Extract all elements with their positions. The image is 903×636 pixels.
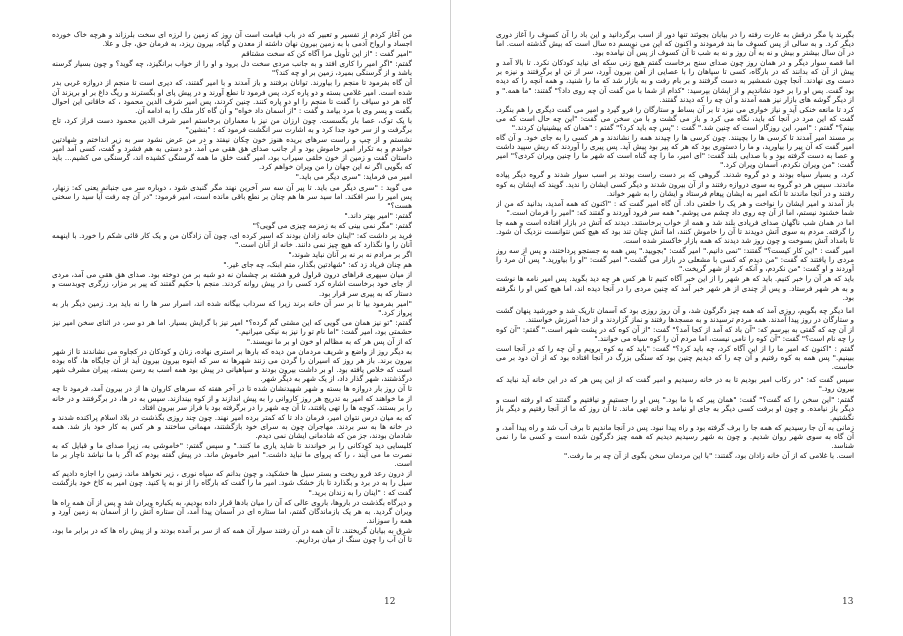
right-page xyxy=(452,0,902,636)
paragraph: از آن چه که گفتی به بپرسم که: "آن باد که آمد از کجا آمد؟" گفت: "از آن کوه که در پشت شهر است." گفتم: "آن کوه را چه نام است؟" گفت: "آن کوه را نامی نیست، اما مردم آن را کوه سیاه می خوانند." xyxy=(496,324,854,343)
page-number: 13 xyxy=(842,597,854,607)
paragraph: گفتم: "این سخن را که گفت؟" گفت: "همان پیر که با ما بود." پس او را جستیم و نیافتیم و گفتند که او رفته است و دیگر باز نیامده. و چون او برفت کسی دیگر به جای او نیامد و خانه تهی ماند. تا آن روز که ما از آنجا رفتیم و دیگر باز نگشتیم. xyxy=(496,394,854,422)
paragraph: اگر بر مرادم نه بر نه بر آنان نباید شوند،" xyxy=(288,250,412,260)
paragraph: گفتم: "مگر نمی بینی که به زمزمه چیزی می گویی؟" xyxy=(252,220,412,230)
paragraph: به دیگر روز از واضع و شریف مردمان من دیده كه بارها بر استری نهاده، زنان و كودكان در کجاوه می نشاندند تا از شهر بیرون برند. باز هر روز که اسیران را گردن می زنند شهرها نه سر که ابنوه بیرون بیرون آید از آن جایگاه ها، گاه بوده است که خلاص یافته بود. او بر داشت بیرون بودند و سپاهیانی در پیش بود همه اسب به رسن بسته، پیران مشرف شهر درگذشتند، شهر گذار داد، از یک شهر به دیگر شهر. xyxy=(52,347,412,384)
right-page-text xyxy=(496,30,854,575)
paragraph: تا آن روز بار دروازه ها بسته و شهر شهیدنشان شده تا در آخر هفته که سرهای کاروان ها از در بیرون آمد، فرمود تا چه از ما خواهند که امیر به تدریج هر روز کاروانی را به پیش اندازند و از کوه بیندازند. سپس به در ها، در برگرفتند و در خانه را بر بستند، کوچه ها را تهی یافتند، تا آن چه شهر را در برگرفته بود با فراز سر بیرون افتاد. xyxy=(52,384,412,412)
paragraph: است. با غلامی که از آن خانه زادان بود، گفتند: "با این مردمان سخن بگوی از آن چه بر ما رفت." xyxy=(563,451,854,461)
page-divider xyxy=(450,0,451,636)
paragraph: گفتم: "امیر بهتر داند." xyxy=(344,210,412,220)
paragraph: امیر گفت : "این کار کیست؟" گفتند: "نمی دانیم." امیر گفت: "بجویید." پس همه به جستجو پرداختند، و پس از سه روز مردی را یافتند که گفت: "من دیدم که کسی با مشعلی در بازار می گشت." امیر گفت: "او را بیاورید." پس آن مرد را آوردند و او گفت: "من نکردم، و آنکه کرد از شهر گریخت." xyxy=(496,246,854,274)
paragraph: اما قصه سوار دیگر و در همان روز چون صدای سنج برخاست گفتم هیچ زنی سکه ای نیاید کودکان نکرد. تا بالا آمد و پیش از آن که بدانند که در بارگاه، کسی تا سپاهان را با عصایی از آهن بیرون آورد، سر از تن او برگرفتند و نیزه بر دست وی نهادند. آنجا چون شمشیر به دست گرفتند و بر بام رفت و به بازار شد که ما را شنید، و همه آنچه را که دیده بود گفت. پس او را بر خود نشاندیم و از ایشان بپرسید: "کدام از شما با من گفت آن چه روی داد؟" گفتند: "ما همه." و از دیگر گوشه های بازار نیز همه آمدند و آن چه را که دیدند گفتند. xyxy=(496,58,854,104)
paragraph: باید که هر آن را خبر کنیم. باید که هر شهر را از این خبر آگاه کنیم تا هر کس هر چه دید بگوید. پس امیر نامه ها نوشت و به هر شهر فرستاد. و پس از چندی از هر شهر خبر آمد که چنین مردی را در آنجا دیده اند، اما هیچ کس او را نگرفته بود. xyxy=(496,274,854,302)
paragraph: از میان سپهری قراهای درون قراول فرو هشته بر چشمان نه دو شبه بر من دوخته بود. صدای هق هقی می آمد، مردی از جای خود برخاست اشاره کرد کسی را در پیش روانه کردند. منجم با حکیم گفتند که پیر بر مزار، زرگری چوبدست و دستار که به پیری سر قرار بود. xyxy=(52,270,412,298)
paragraph: کرد، و بسیار سیاه بودند و دو گروه شدند. گروهی که بر دست راست بودند بر اسب سوار شدند و گروه دیگر پیاده ماندند. سپس هر دو گروه به سوی دروازه رفتند و از آن بیرون شدند و دیگر کسی ایشان را ندید. گویند که ایشان به کوه رفتند و در آنجا ماندند تا آنکه امیر به ایشان پیغام فرستاد و ایشان را به شهر خواند. xyxy=(496,170,854,198)
paragraph: که از آن پس هر که به مظالم او خون او بر ما نویسند." xyxy=(246,337,412,346)
left-page-text xyxy=(52,30,412,585)
paragraph: می گوید : "سری دیگر می باید. تا پیر آن سه سر آخرین نهند مگر گنبدی شود ، دوباره سر می جنبانم یعنی که: زنهار، پس امیر را سر افکند. اما سید سر ها هم چنان بر نطع باقی مانده است، امیر فرمود: "در آن چه رفت آیا سید را سخنی هست؟" xyxy=(52,182,412,210)
paragraph: نشستم و از چپ و راست سرهای بریده هنوز خون چکان نیفتد و در من عرض نشود سر به زیر انداختم و شهادتین خواندم و به تکرار امیر خاموش بود و ار جانب صدای هق هقی می آمد. دو دستی به هم فشرد و گفت، کسی آمد امیر داستان گفت و زمین از خون خلقی سیراب بود، امیر گفت خلق ما همه گرسنگی کشیده اند، گرسنگی می کشیم... باید که بگویی اگر نه این جهان را من ویران خواهم کرد. xyxy=(52,135,412,172)
paragraph: با یک توک، عصا بار بگسست. چون ارزان من نیز با معماران برخاستم امیر شرف الدین محمود دست قراز کرد، تاج برگرفت و از سر خود جدا کرد و به اشارت سر انگشت فرمود که : "بنشین" xyxy=(52,115,412,134)
paragraph: آن گاه بفرمود تا منجم را بیاورند. توانان برفتند و باز آمدند و با امیر گفتند، که دیری است تا منجم از دروازه غربی بدر شده است. امیر غلامی بسته و دو پاره کرد، پس فرمود تا نطع آورند و در پیش پای او بگسترند و ریگ داغ بر او بریزند آن گاه هر دو سیاف را گفت تا منجم را او دو پاره کنند. چنین کردند، پس امیر شرف الدین محمود ، كه خاقانی این احوال بگفت و پسر وی با مرد بیامد و گفت : "از آسمان داد خواه" و آن گاه کار ملک را به ادامه آن. xyxy=(52,78,412,115)
paragraph: شرق به بیابان گریختند. تا آن همه در آن رفتند سوار آن همه که از سر بر آمده بودند و از پیش راه ها که در برابر ما بود، تا آن آب را چون سنگ از میان برداریم. xyxy=(52,525,412,544)
paragraph: اما دیگر چه بگویم، روزی آمد که همه چیز دگرگون شد، و آن روز روزی بود که آسمان تاریک شد و خورشید پنهان گشت و ستارگان در روز پیدا آمدند. همه مردم ترسیدند و به مسجدها رفتند و نماز گزاردند و از خدا آمرزش خواستند. xyxy=(496,305,854,324)
paragraph: که به میان درس نتوان امیر، فرمان داد تا که کمتر برده امیر نهند. چون چند روزی بگذشت در بلاد اسلام پراکنده شدند و در خانه ها به سر بردند. مهاجران چون به سرای خود بازگشتند، مهمانی ساختند و هر کس به کار خود باز شد. همه شادمان بودند، جز من که شادمانی ایشان نمی دیدم. xyxy=(52,412,412,440)
paragraph: گفتم: "تو نیز همان می گویی که این مشتی گم گرده؟" امیر نیز با گرایش بسیار. اما هر دو سر، در اثنای سخن امیر نیز حشمتی بود، امیر گفت: "اما نام تو را نیز به نیکی میرانیم." xyxy=(52,317,412,336)
paragraph: کرد تا مانعه خنکی آید و نیاز خواری می نیزد تا بر آن بساط و ستارگان را فرو گیرد و امیر می گفت دیگری را هم بنگرد. گفت که این مرد در آنجا که باید، نگاه می کرد و باز می گشت و با من سخن می گفت: "این چه حال است که می بینم؟" گفتم : "امیر، این روزگار است که چنین شد." گفت : "پس چه باید کرد؟" گفتم : "همان که پیشینیان کردند." xyxy=(496,104,854,132)
paragraph: گفتم : "اکنون که امیر ما را از این آگاه کرد، چه باید کرد؟" گفت: "باید که به کوه برویم و آن چه را که در آنجا است ببینیم." پس همه به کوه رفتیم و آن چه را که دیدیم چنین بود که سنگی بزرگ در آنجا افتاده بود که از آن دود بر می خاست. xyxy=(496,344,854,372)
paragraph: امیر می فرماید: "سری دیگر می باید." xyxy=(295,172,412,182)
paragraph: سپس گفت که: "در رکاب امیر بودیم تا به در خانه رسیدیم و امیر گفت که از این پس هر که در این خانه آید نباید که بیرون رود." xyxy=(496,375,854,394)
left-page xyxy=(0,0,450,636)
paragraph: فرید بر داشت که: "اینان خانه زادان بودند که اسیر کرده ای، چون آن زادگان من و یک کار قائی شکم را خورد. با اینهمه آنان را وا نگذارد که هیچ چیز نمی دانند. خانه از آنان است." xyxy=(52,230,412,250)
paragraph: زمانی به آن جا رسیدیم که همه جا را برف گرفته بود و راه پیدا نبود. پس در آنجا ماندیم تا برف آب شد و راه پیدا آمد، و آن گاه به سوی شهر روان شدیم. و چون به شهر رسیدیم دیدیم که همه چیز دگرگون شده است و کسی ما را نمی شناسد. xyxy=(496,422,854,451)
paragraph: باز آمدند و امیر ایشان را نواخت و هر یک را خلعتی داد. آن گاه امیر گفت که : "اکنون که همه آمدید، بدانید که من از شما خشنود نیستم، اما از آن چه روی داد چشم می پوشم." همه سر فرود آوردند و گفتند که: "امیر را فرمان است." xyxy=(496,198,854,217)
paragraph: من آغاز كردم از تفسیر و تعبیر كه در باب قیامت است آن روز كه زمین را لرزه ای سخت بلرزاند و هرچه خاک خورده اجساد و ارواح آدمی با به زمین بیرون نهان داشته از معدن و گیاه، بیرون ریزد، به فرمان حق، جل و علا. xyxy=(52,30,412,49)
paragraph: "امیر گفت : "از این تأویل مرا آگاه کن که سخت مشتاقم xyxy=(241,49,412,59)
paragraph: از درون رعد فرو ریخت و بستر سیل ها خشکید، و چون بدانم که سپاه نوری ، زیر نخواهد ماند، زمین را اجازه دادیم که سیل را به در برد و بگذارد تا باز خشک شود. امیر ما را گفت که بارگاه را از نو به پا کنید. چون امیر به کاخ خود بازگشت گفت که : "اینان را به زندان برید." xyxy=(52,469,412,497)
page-number: 12 xyxy=(384,597,396,607)
paragraph: اما در همان شب ناگهان صدای فریادی بلند شد و همه از خواب برخاستند. دیدند که آتش در بازار افتاده است و همه جا را گرفته. مردم به سوی آتش دویدند تا آن را خاموش کنند، اما آتش چنان تند بود که هیچ کس نتوانست نزدیک آن شود. تا بامداد آتش بسوخت و چون روز شد دیدند که همه بازار خاکستر شده است. xyxy=(496,217,854,246)
paragraph: گفتم: "اگر امیر را کاری افتد و به جانب مردی سخت دل برود و او را از خواب برانگیزد، چه گوید؟ و چون بسیار گرسنه باشد و از گرسنگی بمیرد، زمین بر او چه کند؟" xyxy=(52,59,412,78)
paragraph: و دیرگاه بگذشت در باروها، باروی عالی که آن را میان بادها قرار داده بودیم، به یکباره ویران شد و پس از آن همه راه ها ویران گردید. به هر یک بازماندگان گفتم، اما ستاره ای در آسمان پیدا آمد، آن ستاره آتش را از آسمان به زمین آورد و همه را سوزاند. xyxy=(52,497,412,525)
paragraph: بر مسند امیر آمدند تا کرسی ها را بچینند. چون کرسی ها را چیدند همه را نشاندند و هر کسی را به جای خود. و آن گاه امیر گفت که آن پیر را بیاورید، و ما را دستوری بود که هر که پیر بود پیش آید. پس پیری را آوردند که ریش سپید داشت و عصا به دست گرفته بود و با صدایی بلند گفت: "ای امیر، ما را چه گناه است که شهر ما را چنین ویران کردی؟" امیر گفت: "من ویران نکردم، آسمان ویران کرد." xyxy=(496,133,854,170)
paragraph: "امیر بفرمود بیا تا بر سر آن خانه برند زیرا که سرداب بیگانه شده اند، اسرار سر ها را نه باید برد. زمین دیگر بار به پرواز کرد." xyxy=(52,298,412,317)
paragraph: هم چنان فریاد زد که: "شهادتین بگذار، متم ابنک، چه جای غیر." xyxy=(223,260,412,270)
paragraph: بگیرند یا مگر درقش به غارت رفته را در بیابان بجوئند تنها دور از اسب برگردانید و این باد را آن کسوف را آغاز دوری دیگر کرد. و به سالی از پس کسوف ما بند فرمودند و اکنون که این می نویسم ده سال است که بیش گذشته است. اما در آن سال بیشتر و بیش و نه به آن روز و نه به شب تا آن کسوف از پس آن نیامده بود. xyxy=(496,30,854,58)
paragraph: کلیسایی دید کودکانی را بر خواندند تا شاید یاری ما کنند." و سپس گفتم: "خاموشی به، زیرا صدای ما و قبایل که به نصرت ما می آیند ، را که پروای ما نباید داشت." امیر خاموش ماند. در پیش گفته بودم که اگر با ما نباشد ناچار بر ما است. xyxy=(52,441,412,469)
